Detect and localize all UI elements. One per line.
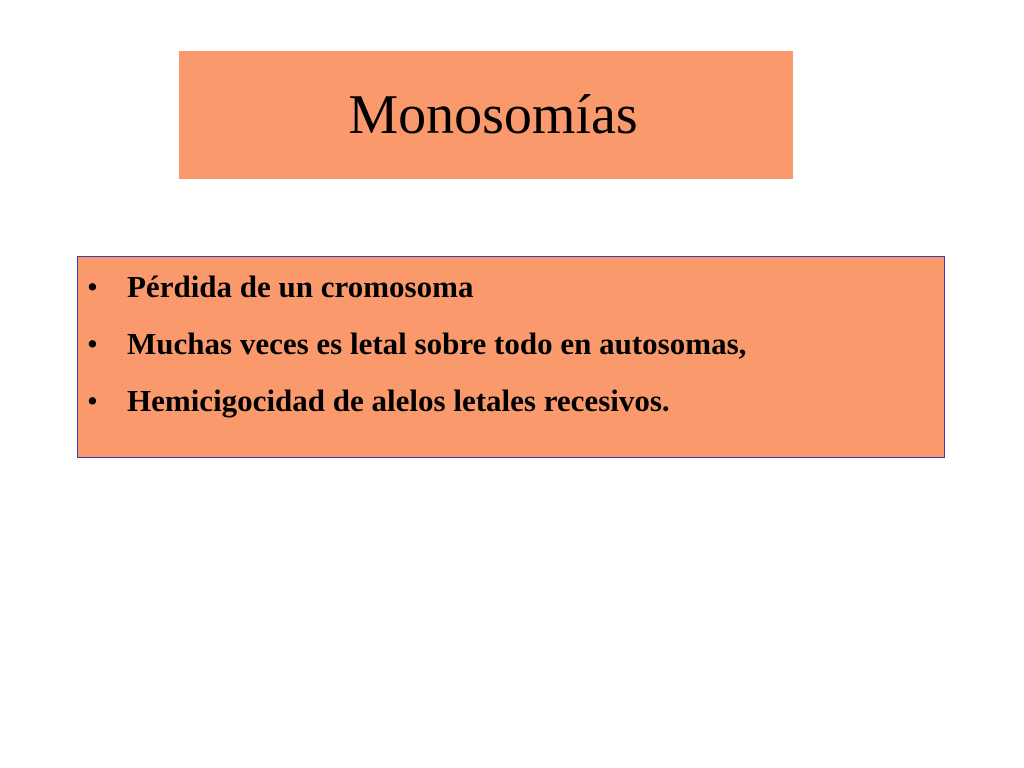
bullet-item (78, 326, 944, 383)
bullet-list (78, 269, 944, 440)
bullet-item (78, 383, 944, 440)
bullet-text: Hemicigocidad de alelos letales recesivos. (127, 383, 670, 418)
bullet-icon: • (87, 383, 98, 418)
bullet-icon: • (87, 269, 98, 304)
bullet-text: Muchas veces es letal sobre todo en autosomas, (127, 326, 747, 361)
bullet-text: Pérdida de un cromosoma (127, 269, 474, 304)
title-box (179, 51, 793, 179)
bullet-item (78, 269, 944, 326)
bullet-icon: • (87, 326, 98, 361)
content-box (77, 256, 945, 458)
slide-title: Monosomías (348, 84, 638, 146)
